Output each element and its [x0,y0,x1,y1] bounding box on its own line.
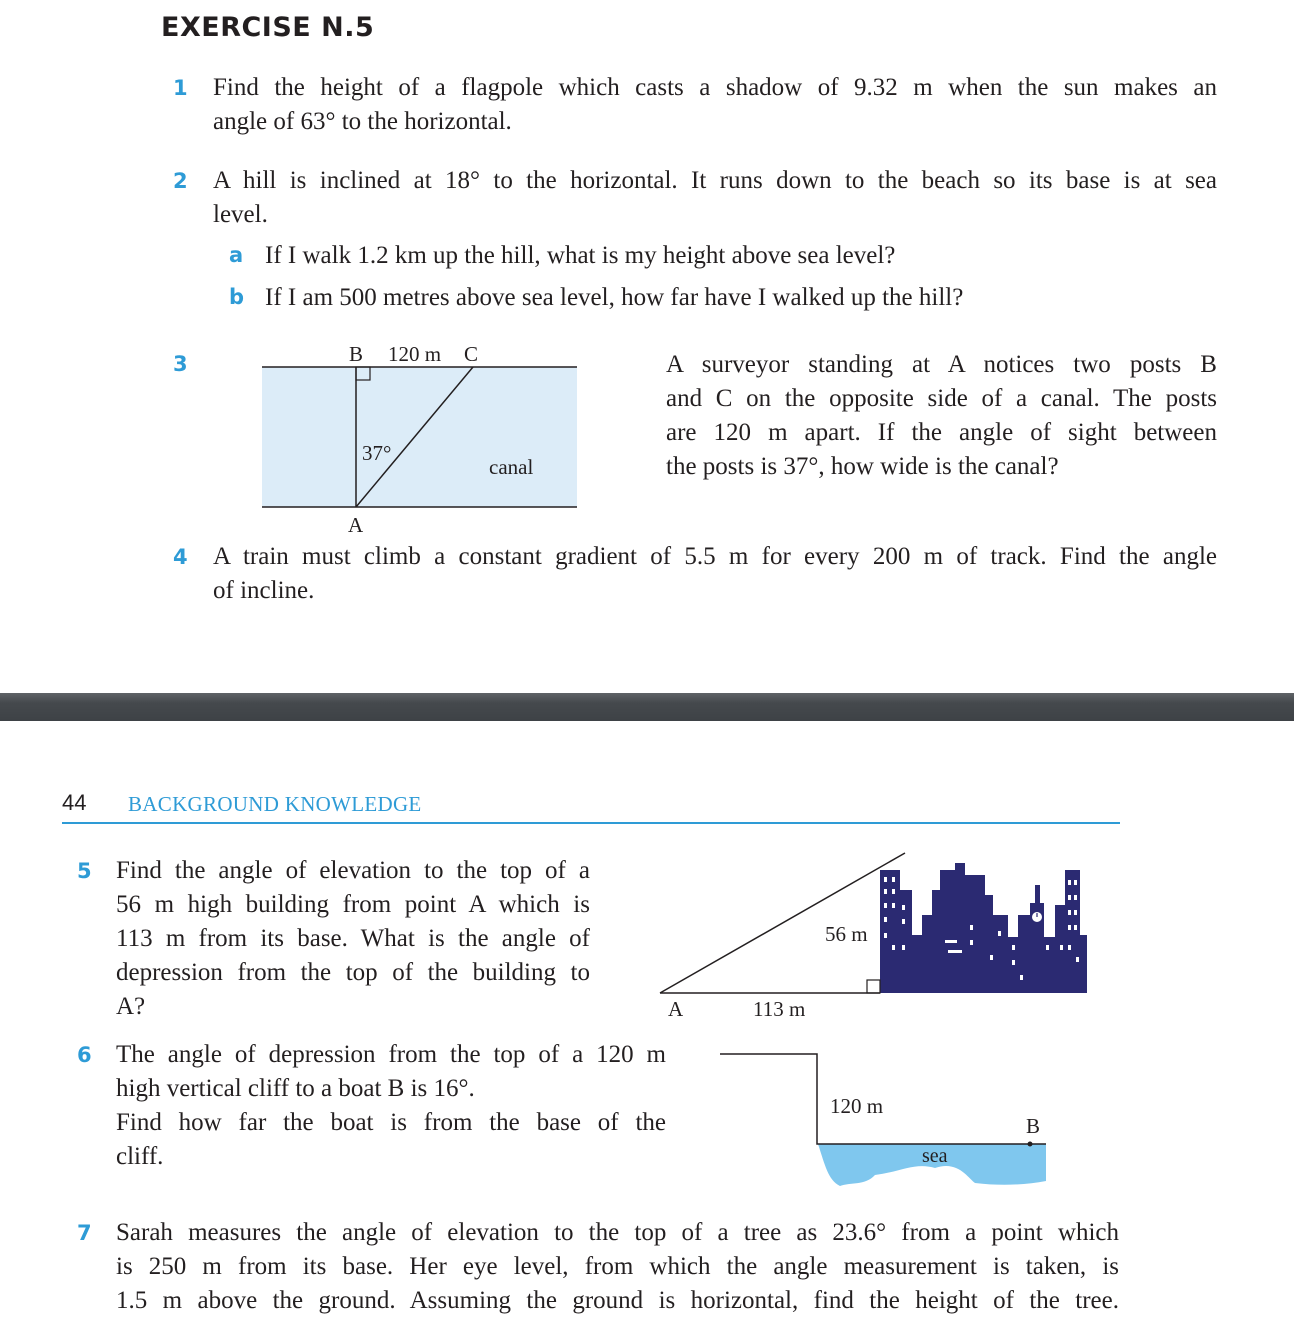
question-6-line-1: The angle of depression from the top of a 120 m [116,1041,666,1068]
question-2a-label: a [229,243,244,267]
question-4-line-1: A train must climb a constant gradient of 5.5 m for every 200 m of track. Find the angle [213,543,1217,570]
label-b: B [349,342,364,366]
label-a: A [668,997,684,1021]
question-1-line-1: Find the height of a flagpole which casts a shadow of 9.32 m when the sun makes an [213,74,1217,101]
question-6-line-3: Find how far the boat is from the base of the [116,1109,666,1136]
question-3-line-2: and C on the opposite side of a canal. The posts [666,385,1217,412]
question-7-line-3: 1.5 m above the ground. Assuming the ground is horizontal, find the height of the tree. [116,1287,1119,1314]
label-120m: 120 m [388,342,442,366]
label-canal: canal [489,455,534,479]
label-c: C [464,342,479,366]
question-4-line-2: of incline. [213,577,315,604]
question-2a-text: If I walk 1.2 km up the hill, what is my height above sea level? [265,242,896,269]
question-7-line-1: Sarah measures the angle of elevation to the top of a tree as 23.6° from a point which [116,1219,1119,1246]
question-7-number: 7 [77,1221,92,1245]
running-head-title: BACKGROUND KNOWLEDGE [128,792,422,816]
question-5-line-4: depression from the top of the building to [116,959,590,986]
canal-water [262,367,577,507]
canal-diagram [255,336,585,541]
question-5-line-3: 113 m from its base. What is the angle of [116,925,590,952]
label-b: B [1026,1114,1041,1138]
question-3-line-3: are 120 m apart. If the angle of sight between [666,419,1217,446]
label-120m: 120 m [830,1094,884,1118]
boat-point [1028,1142,1033,1147]
label-113m: 113 m [753,997,806,1021]
question-2-line-1: A hill is inclined at 18° to the horizontal. It runs down to the beach so its base is at sea [213,167,1217,194]
label-a: A [348,513,364,537]
question-4-number: 4 [173,545,188,569]
question-5-number: 5 [77,859,92,883]
exercise-title: EXERCISE N.5 [161,12,375,43]
question-5-line-2: 56 m high building from point A which is [116,891,590,918]
question-1-number: 1 [173,76,188,100]
page-number: 44 [62,790,87,815]
question-7-line-2: is 250 m from its base. Her eye level, from which the angle measurement is taken, is [116,1253,1119,1280]
question-3-line-1: A surveyor standing at A notices two posts B [666,351,1217,378]
question-2b-label: b [229,285,245,309]
question-1-line-2: angle of 63° to the horizontal. [213,108,512,135]
question-6-number: 6 [77,1043,92,1067]
running-head [62,790,1120,824]
label-56m: 56 m [825,922,868,946]
question-6-line-4: cliff. [116,1143,164,1170]
building-diagram [640,845,1100,1030]
question-2-number: 2 [173,169,188,193]
cliff-diagram [700,1040,1060,1190]
question-5-line-5: A? [116,993,146,1020]
question-3-line-4: the posts is 37°, how wide is the canal? [666,453,1059,480]
question-2b-text: If I am 500 metres above sea level, how far have I walked up the hill? [265,284,964,311]
city-skyline [880,863,1087,993]
question-6-line-2: high vertical cliff to a boat B is 16°. [116,1075,475,1102]
question-2-line-2: level. [213,201,268,228]
right-angle-marker [867,980,880,993]
question-3-number: 3 [173,352,188,376]
label-sea: sea [922,1145,948,1167]
label-angle-37: 37° [362,441,392,465]
question-5-line-1: Find the angle of elevation to the top of a [116,857,590,884]
line-of-sight [660,853,905,993]
page-divider [0,693,1294,721]
